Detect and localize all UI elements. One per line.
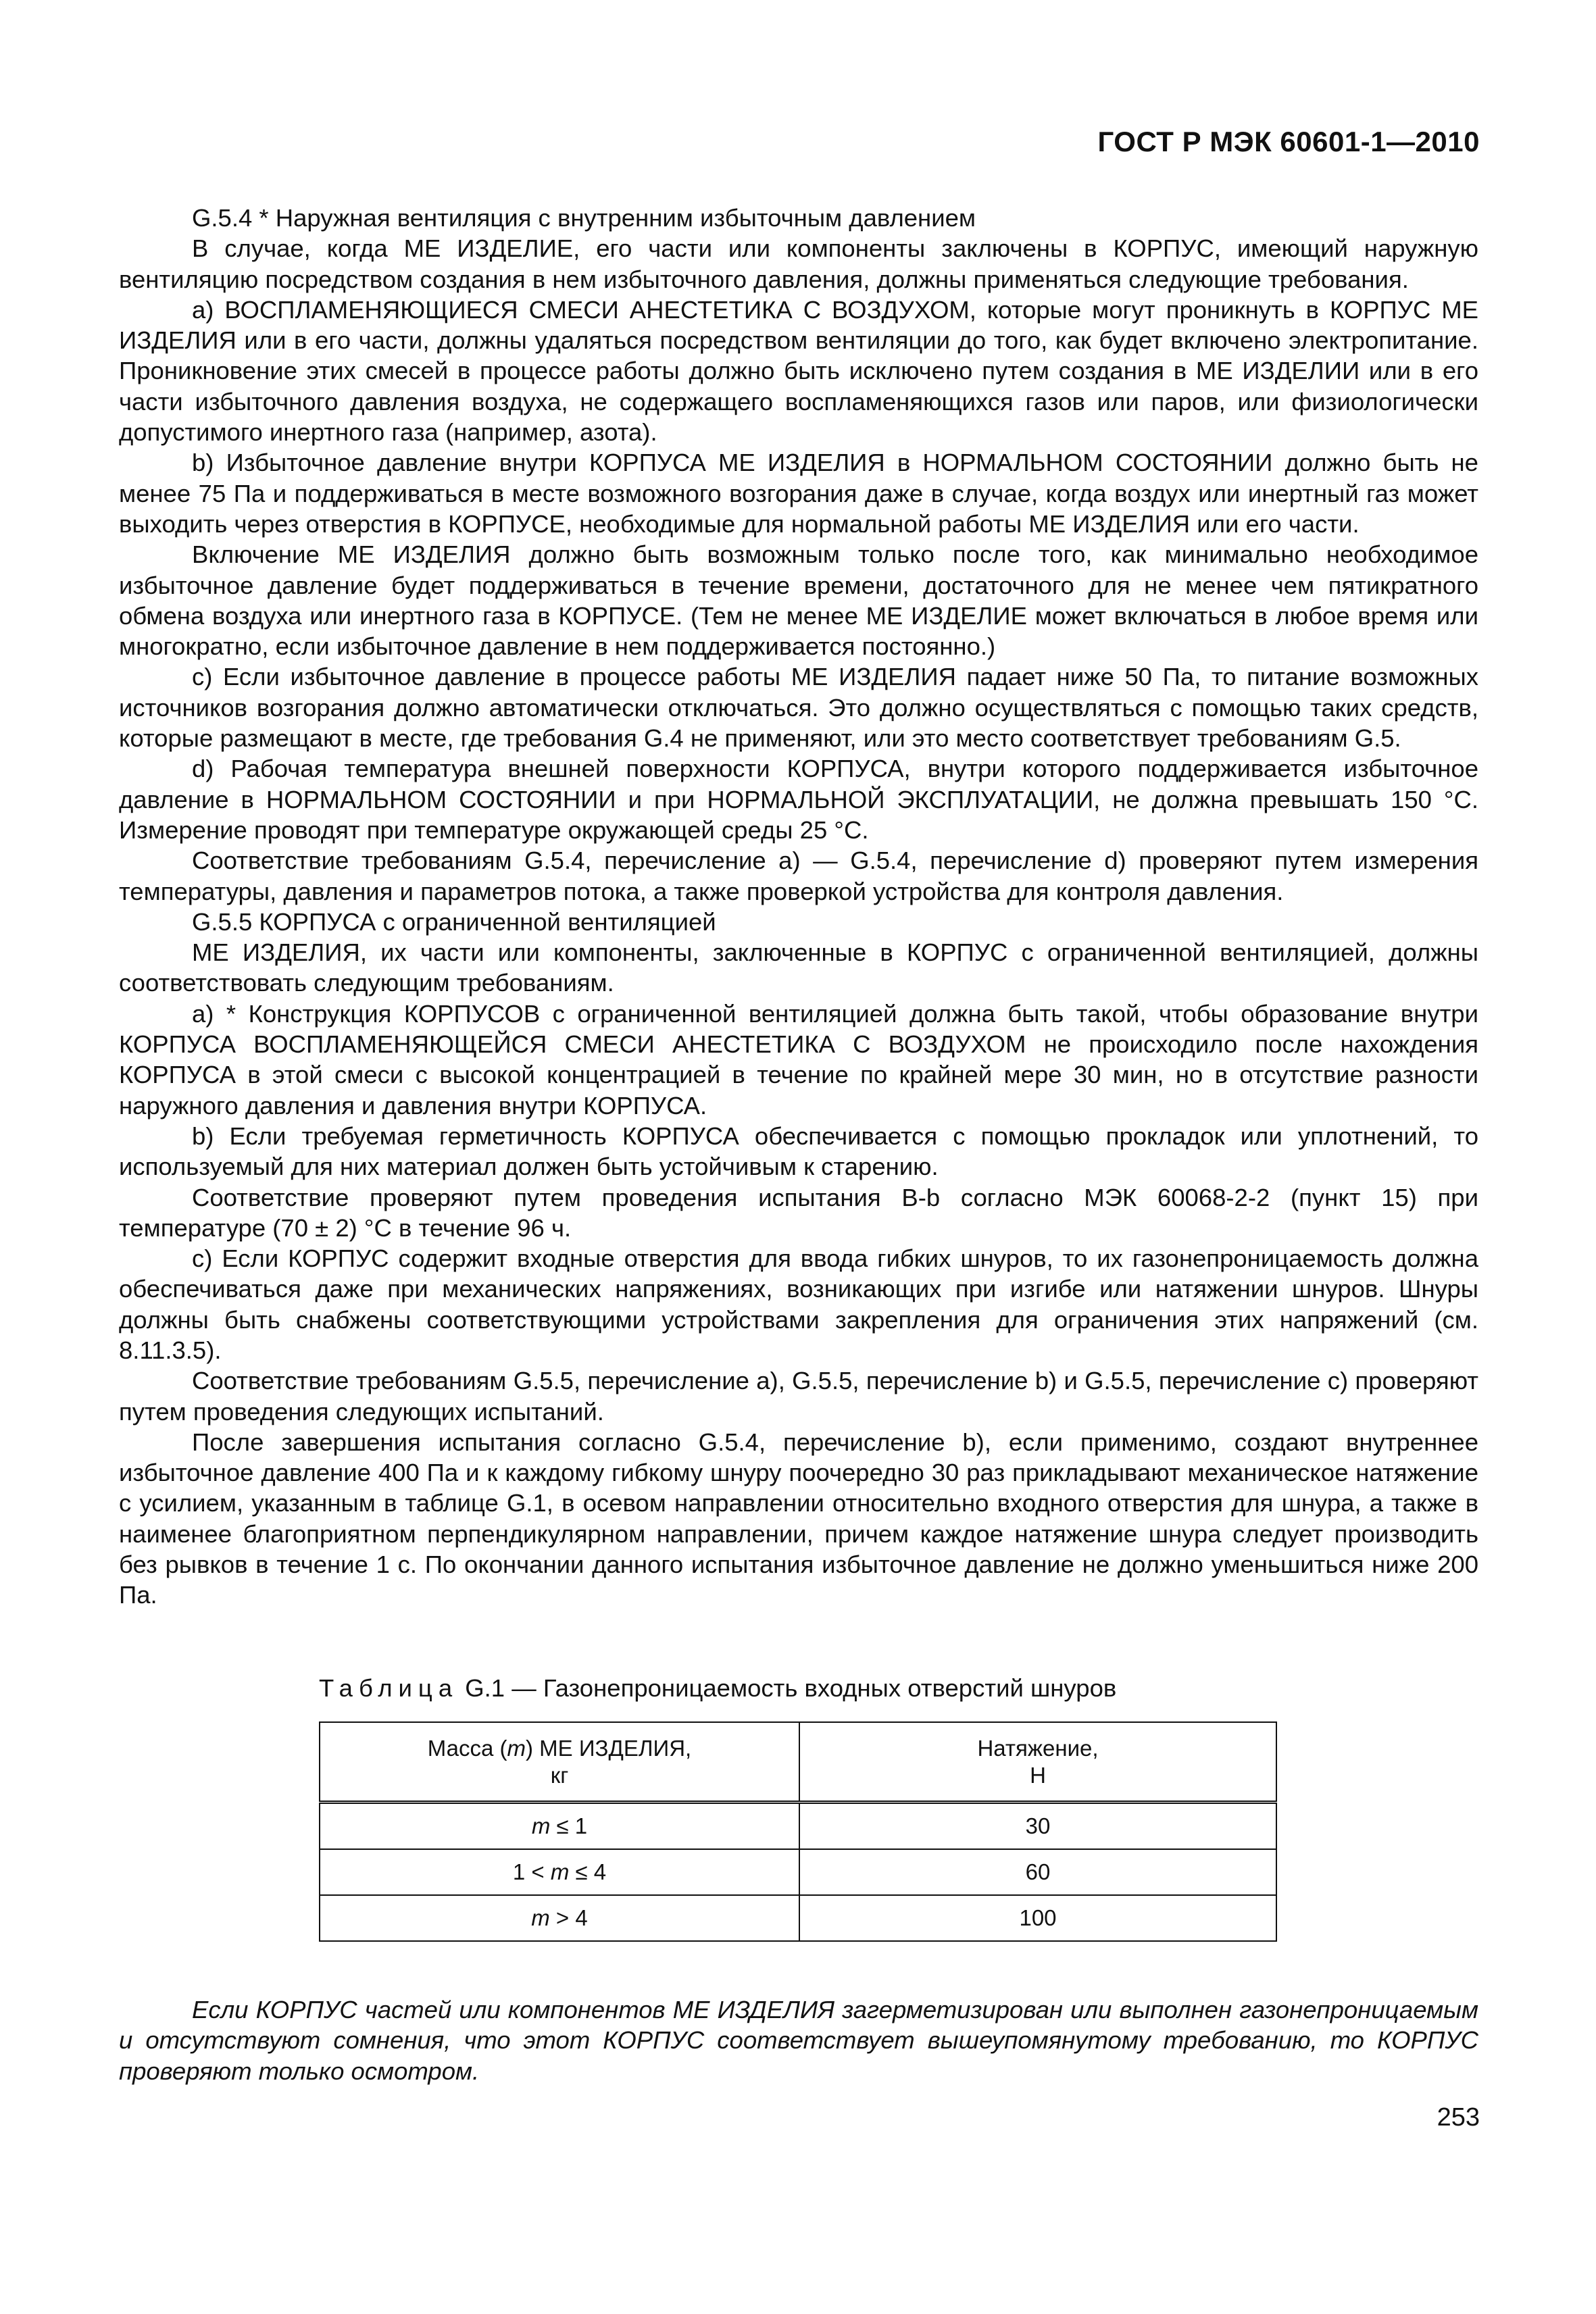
paragraph: Включение МЕ ИЗДЕЛИЯ должно быть возможным только после того, как минимально необходимое избыточное давление будет поддерживаться в течение времени, достаточного для не менее чем пятикратного обмена воздуха или инертного газа в КОРПУСЕ. (Тем не менее МЕ ИЗДЕЛИЕ может включаться в любое время или многократно, если избыточное давление в нем поддерживается постоянно.): [119, 540, 1478, 661]
table-row: [320, 1895, 1276, 1941]
paragraph: d) Рабочая температура внешней поверхности КОРПУСА, внутри которого поддерживается избыточное давление в НОРМАЛЬНОМ СОСТОЯНИИ и при НОРМАЛЬНОЙ ЭКСПЛУАТАЦИИ, не должна превышать 150 °С. Измерение проводят при температуре окружающей среды 25 °С.: [119, 755, 1478, 844]
cell-tension: 30: [799, 1803, 1276, 1850]
cell-mass: m > 4: [320, 1895, 799, 1941]
section-heading: G.5.5 КОРПУСА с ограниченной вентиляцией: [192, 907, 716, 936]
table-row: [320, 1849, 1276, 1895]
cell-mass: 1 < m ≤ 4: [320, 1849, 799, 1895]
table-caption-word: Таблица: [319, 1674, 459, 1702]
paragraph: с) Если КОРПУС содержит входные отверстия для ввода гибких шнуров, то их газонепроницаемость должна обеспечиваться даже при механических напряжениях, возникающих при изгибе или натяжении шнуров. Шнуры должны быть снабжены соответствующими устройствами закрепления для ограничения этих напряжений (см. 8.11.3.5).: [119, 1244, 1478, 1364]
column-header-mass: Масса (m) МЕ ИЗДЕЛИЯ, кг: [320, 1722, 799, 1803]
paragraph: а) * Конструкция КОРПУСОВ с ограниченной вентиляцией должна быть такой, чтобы образование внутри КОРПУСА ВОСПЛАМЕНЯЮЩЕЙСЯ СМЕСИ АНЕСТЕТИКА С ВОЗДУХОМ не происходило после нахождения КОРПУСА в этой смеси с высокой концентрацией в течение по крайней мере 30 мин, но в отсутствие разности наружного давления и давления внутри КОРПУСА.: [119, 999, 1478, 1120]
note-text: [119, 1994, 1478, 2086]
compliance-paragraph: Соответствие проверяют путем проведения испытания B-b согласно МЭК 60068-2-2 (пункт 15) при температуре (70 ± 2) °С в течение 96 ч.: [119, 1183, 1478, 1242]
section-heading: G.5.4 * Наружная вентиляция с внутренним избыточным давлением: [192, 204, 976, 232]
cell-tension: 100: [799, 1895, 1276, 1941]
cell-mass: m ≤ 1: [320, 1803, 799, 1850]
paragraph: МЕ ИЗДЕЛИЯ, их части или компоненты, заключенные в КОРПУС с ограниченной вентиляцией, должны соответствовать следующим требованиям.: [119, 938, 1478, 997]
compliance-paragraph: Соответствие требованиям G.5.4, перечисление а) — G.5.4, перечисление d) проверяют путем измерения температуры, давления и параметров потока, а также проверкой устройства для контроля давления.: [119, 847, 1478, 905]
standard-code-header: ГОСТ Р МЭК 60601-1—2010: [1097, 126, 1480, 157]
paragraph: с) Если избыточное давление в процессе работы МЕ ИЗДЕЛИЯ падает ниже 50 Па, то питание возможных источников возгорания должно автоматически отключаться. Это должно осуществляться с помощью таких средств, которые размещают в месте, где требования G.4 не применяют, или это место соответствует требованиям G.5.: [119, 663, 1478, 753]
mass-variable: m: [507, 1735, 526, 1761]
page-number: 253: [1437, 2103, 1480, 2132]
paragraph: а) ВОСПЛАМЕНЯЮЩИЕСЯ СМЕСИ АНЕСТЕТИКА С ВОЗДУХОМ, которые могут проникнуть в КОРПУС МЕ ИЗДЕЛИЯ или в его части, должны удаляться посредством вентиляции до того, как будет включено электропитание. Проникновение этих смесей в процессе работы должно быть исключено путем создания в МЕ ИЗДЕЛИИ или в его части избыточного давления воздуха, не содержащего воспламеняющихся газов или паров, или физиологически допустимого инертного газа (например, азота).: [119, 295, 1478, 447]
paragraph: b) Избыточное давление внутри КОРПУСА МЕ ИЗДЕЛИЯ в НОРМАЛЬНОМ СОСТОЯНИИ должно быть не менее 75 Па и поддерживаться в месте возможного возгорания даже в случае, когда воздух или инертный газ может выходить через отверстия в КОРПУСЕ, необходимые для нормальной работы МЕ ИЗДЕЛИЯ или его части.: [119, 449, 1478, 538]
paragraph: В случае, когда МЕ ИЗДЕЛИЕ, его части или компоненты заключены в КОРПУС, имеющий наружную вентиляцию посредством создания в нем избыточного давления, должны применяться следующие требования.: [119, 234, 1478, 293]
compliance-paragraph: Соответствие требованиям G.5.5, перечисление а), G.5.5, перечисление b) и G.5.5, перечисление с) проверяют путем проведения следующих испытаний.: [119, 1367, 1478, 1426]
table-caption-title: G.1 — Газонепроницаемость входных отверстий шнуров: [458, 1674, 1117, 1702]
column-header-tension: Натяжение, Н: [799, 1722, 1276, 1803]
body-text: [119, 203, 1478, 1611]
compliance-paragraph: После завершения испытания согласно G.5.4, перечисление b), если применимо, создают внутреннее избыточное давление 400 Па и к каждому гибкому шнуру поочередно 30 раз прикладывают механическое натяжение с усилием, указанным в таблице G.1, в осевом направлении относительно входного отверстия для шнура, а также в наименее благоприятном перпендикулярном направлении, причем каждое натяжение шнура следует производить без рывков в течение 1 с. По окончании данного испытания избыточное давление не должно уменьшиться ниже 200 Па.: [119, 1428, 1478, 1609]
table-row: [320, 1803, 1276, 1850]
table-header-row: [320, 1722, 1276, 1803]
table-caption: [319, 1674, 1116, 1703]
cell-tension: 60: [799, 1849, 1276, 1895]
cord-tension-table: [319, 1721, 1277, 1942]
paragraph: b) Если требуемая герметичность КОРПУСА обеспечивается с помощью прокладок или уплотнений, то используемый для них материал должен быть устойчивым к старению.: [119, 1122, 1478, 1181]
compliance-paragraph: Если КОРПУС частей или компонентов МЕ ИЗДЕЛИЯ загерметизирован или выполнен газонепроницаемым и отсутствуют сомнения, что этот КОРПУС соответствует вышеупомянутому требованию, то КОРПУС проверяют только осмотром.: [119, 1996, 1478, 2085]
